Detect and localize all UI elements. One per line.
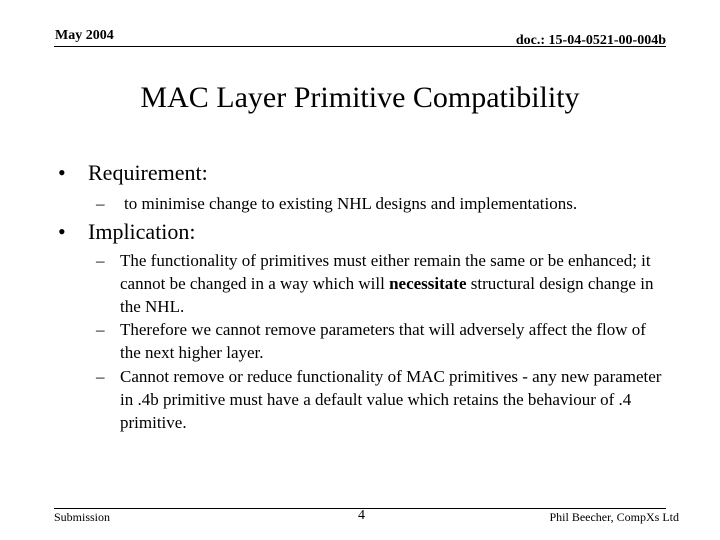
bullet-glyph: •: [58, 160, 66, 185]
dash-glyph: –: [96, 320, 105, 339]
requirement-item: [96, 192, 676, 215]
header-date: May 2004: [55, 28, 114, 43]
header-divider: [54, 46, 666, 47]
implication-text-1b: structural design change in the NHL.: [120, 274, 654, 316]
footer-page-number: 4: [358, 508, 365, 523]
dash-glyph: –: [96, 251, 105, 270]
slide-title: MAC Layer Primitive Compatibility: [140, 81, 580, 114]
requirement-text: to minimise change to existing NHL designs and implementations.: [124, 194, 578, 213]
bullet-implication: [58, 219, 196, 245]
implication-item-3: [96, 365, 666, 434]
dash-glyph: –: [96, 367, 105, 386]
footer-submission: Submission: [54, 510, 111, 524]
dash-glyph: –: [96, 194, 105, 213]
bullet-label: Implication:: [88, 219, 196, 244]
implication-text-2: Therefore we cannot remove parameters that will adversely affect the flow of the next higher layer.: [120, 320, 646, 362]
bullet-label: Requirement:: [88, 160, 208, 185]
implication-emphasis: necessitate: [389, 274, 467, 293]
bullet-requirement: [58, 160, 208, 186]
header-doc-id: doc.: 15-04-0521-00-004b: [515, 33, 666, 48]
bullet-glyph: •: [58, 219, 66, 244]
implication-text-1: [96, 249, 666, 318]
implication-item-2: [96, 318, 666, 364]
footer-author: Phil Beecher, CompXs Ltd: [549, 510, 679, 524]
implication-item-1: [96, 249, 666, 318]
implication-text-3: Cannot remove or reduce functionality of MAC primitives - any new parameter in .4b primitive must have a default value which retains the behaviour of .4 primitive.: [120, 367, 662, 432]
implication-text-1a: The functionality of primitives must either remain the same or be enhanced; it cannot be changed in a way which will: [120, 251, 651, 293]
